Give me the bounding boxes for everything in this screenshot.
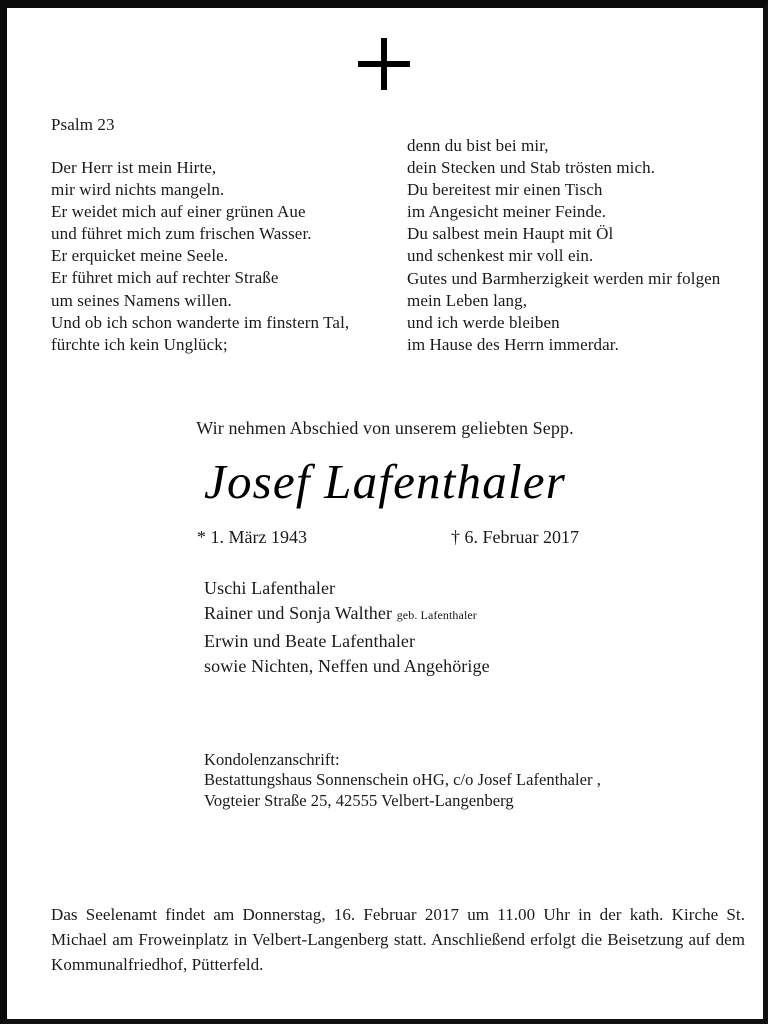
psalm-line: Er erquicket meine Seele. (51, 246, 229, 266)
cross-horizontal-bar (358, 61, 410, 67)
psalm-line: Du bereitest mir einen Tisch (407, 180, 603, 200)
psalm-column-right (407, 135, 747, 356)
psalm-column-left (51, 157, 401, 356)
psalm-line: Er führet mich auf rechter Straße (51, 268, 279, 288)
survivor-row (204, 629, 684, 654)
psalm-line: denn du bist bei mir, (407, 136, 549, 155)
condolence-line: Vogteier Straße 25, 42555 Velbert-Langenberg (204, 790, 514, 810)
service-details (51, 902, 745, 977)
psalm-line: Gutes und Barmherzigkeit werden mir folgen (407, 268, 721, 288)
survivor-row (204, 576, 684, 601)
psalm-line: und ich werde bleiben (407, 312, 560, 332)
condolence-label: Kondolenzanschrift: (204, 750, 340, 769)
psalm-line: Er weidet mich auf einer grünen Aue (51, 202, 306, 222)
survivor-name: Uschi Lafenthaler (204, 578, 336, 598)
psalm-line: im Angesicht meiner Feinde. (407, 202, 607, 222)
psalm-line: mir wird nichts mangeln. (51, 180, 225, 200)
survivor-name: Rainer und Sonja Walther (204, 603, 393, 624)
psalm-line: um seines Namens willen. (51, 290, 232, 310)
psalm-line: und führet mich zum frischen Wasser. (51, 224, 312, 244)
service-details-text: Das Seelenamt findet am Donnerstag, 16. Februar 2017 um 11.00 Uhr in der kath. Kirche St. Michael am Froweinplatz in Velbert-Langenberg statt. Anschließend erfolgt die Beisetzung auf dem Kommunalfriedhof, Pütterfeld. (51, 905, 745, 974)
deceased-name: Josef Lafenthaler (204, 454, 566, 509)
death-date: † 6. Februar 2017 (451, 527, 579, 547)
survivor-name: Erwin und Beate Lafenthaler (204, 630, 416, 651)
birth-date: * 1. März 1943 (197, 527, 307, 547)
condolence-line: Bestattungshaus Sonnenschein oHG, c/o Josef Lafenthaler , (204, 770, 601, 790)
psalm-heading: Psalm 23 (51, 115, 115, 134)
survivor-row (204, 601, 684, 628)
psalm-line: Und ob ich schon wanderte im finstern Tal, (51, 312, 350, 332)
survivor-row (204, 654, 684, 679)
condolence-address-block (204, 750, 724, 811)
psalm-line: Der Herr ist mein Hirte, (51, 158, 217, 177)
psalm-line: im Hause des Herrn immerdar. (407, 334, 619, 354)
psalm-line: fürchte ich kein Unglück; (51, 334, 228, 354)
psalm-line: und schenkest mir voll ein. (407, 246, 594, 266)
psalm-line: Du salbest mein Haupt mit Öl (407, 224, 614, 244)
survivors-list (204, 576, 684, 680)
survivor-maiden-name: geb. Lafenthaler (396, 608, 477, 623)
psalm-line: mein Leben lang, (407, 290, 528, 310)
latin-cross-icon (358, 38, 410, 90)
survivor-name: sowie Nichten, Neffen und Angehörige (204, 656, 490, 677)
farewell-text: Wir nehmen Abschied von unserem geliebten Sepp. (196, 418, 574, 438)
psalm-line: dein Stecken und Stab trösten mich. (407, 158, 656, 178)
obituary-sheet (7, 8, 763, 1019)
